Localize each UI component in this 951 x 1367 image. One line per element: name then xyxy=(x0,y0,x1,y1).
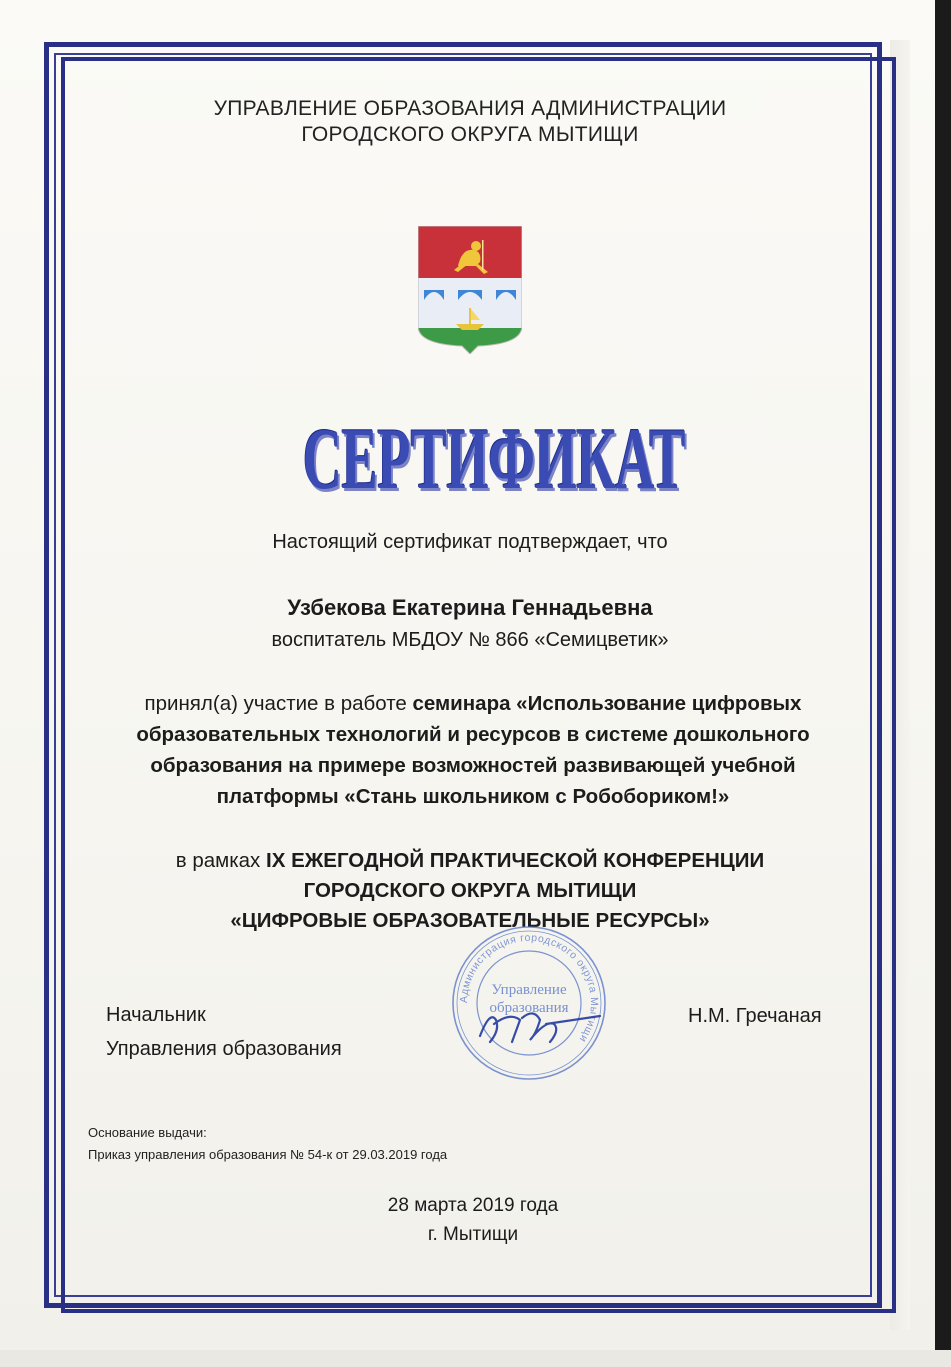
coat-of-arms-icon xyxy=(418,226,522,354)
certificate-title: СЕРТИФИКАТ xyxy=(302,411,685,508)
scan-bottom-edge xyxy=(0,1350,951,1367)
official-stamp xyxy=(450,924,608,1082)
participation-text xyxy=(98,688,848,812)
issue-basis xyxy=(88,1122,447,1166)
issue-info xyxy=(300,1191,646,1249)
signer-title xyxy=(106,998,342,1066)
stamp-center-line-2: образования xyxy=(489,1000,569,1016)
basis-text: Приказ управления образования № 54-к от 29.03.2019 года xyxy=(88,1147,448,1162)
conference-prefix: в рамках xyxy=(175,849,266,872)
signer-name: Н.М. Гречаная xyxy=(688,1005,822,1027)
stamp-center-line-1: Управление xyxy=(491,982,567,998)
scan-edge xyxy=(935,0,951,1367)
confirmation-text: Настоящий сертификат подтверждает, что xyxy=(272,531,668,553)
signer-title-line-1: Начальник xyxy=(106,1004,206,1026)
basis-label: Основание выдачи: xyxy=(88,1125,207,1140)
conference-line-1 xyxy=(120,846,820,876)
recipient-name: Узбекова Екатерина Геннадьевна xyxy=(287,595,653,620)
participation-prefix: принял(а) участие в работе xyxy=(144,692,413,715)
seminar-title-start: семинара «Использование цифровых xyxy=(412,692,802,715)
signer-title-line-2: Управления образования xyxy=(106,1038,342,1060)
stamp-ring-text: Администрация городского округа Мытищи xyxy=(457,931,601,1045)
organization-header xyxy=(110,96,830,148)
recipient-position: воспитатель МБДОУ № 866 «Семицветик» xyxy=(271,629,669,651)
participation-line-4: платформы «Стань школьником с Робобориком!» xyxy=(216,785,730,808)
participation-line-3: образования на примере возможностей развивающей учебной xyxy=(150,754,796,777)
conference-name-start: IX ЕЖЕГОДНОЙ ПРАКТИЧЕСКОЙ КОНФЕРЕНЦИИ xyxy=(266,849,765,872)
conference-line-2: ГОРОДСКОГО ОКРУГА МЫТИЩИ xyxy=(303,879,637,902)
issue-date: 28 марта 2019 года xyxy=(387,1195,559,1216)
issue-place: г. Мытищи xyxy=(427,1224,519,1245)
organization-line-2: ГОРОДСКОГО ОКРУГА МЫТИЩИ xyxy=(301,123,639,146)
participation-line-1 xyxy=(98,688,848,719)
conference-line-3: «ЦИФРОВЫЕ ОБРАЗОВАТЕЛЬНЫЕ РЕСУРСЫ» xyxy=(230,909,710,932)
conference-text xyxy=(120,846,820,936)
organization-line-1: УПРАВЛЕНИЕ ОБРАЗОВАНИЯ АДМИНИСТРАЦИИ xyxy=(213,97,727,120)
participation-line-2: образовательных технологий и ресурсов в системе дошкольного xyxy=(136,723,810,746)
